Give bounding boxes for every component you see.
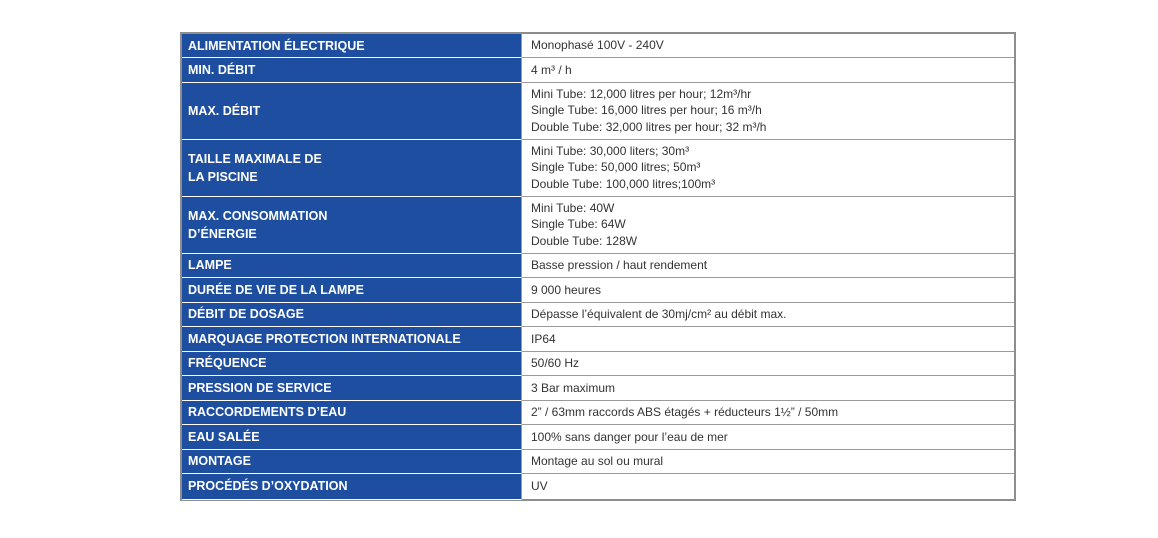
row-value [522, 83, 1014, 139]
row-label [182, 303, 522, 328]
row-value-line: Mini Tube: 30,000 liters; 30m³ [531, 143, 690, 158]
row-label-text: MAX. CONSOMMATION D’ÉNERGIE [188, 208, 328, 241]
table-row [182, 474, 1014, 499]
row-value [522, 197, 1014, 253]
row-label-text: FRÉQUENCE [188, 356, 267, 371]
row-label [182, 450, 522, 475]
row-value-line: Montage au sol ou mural [531, 454, 664, 468]
row-value [522, 401, 1014, 425]
table-row [182, 352, 1014, 377]
table-row [182, 401, 1014, 426]
row-value-line: UV [531, 479, 548, 493]
row-label-text: ALIMENTATION ÉLECTRIQUE [188, 38, 365, 53]
row-value-line: Double Tube: 32,000 litres per hour; 32 m³/h [531, 119, 767, 134]
row-label [182, 278, 522, 303]
row-value [522, 303, 1014, 327]
row-value-line: Basse pression / haut rendement [531, 258, 708, 272]
row-value-line: 4 m³ / h [531, 62, 572, 77]
table-row [182, 83, 1014, 140]
row-label [182, 58, 522, 83]
row-label-text: MIN. DÉBIT [188, 62, 256, 77]
row-label-text: LAMPE [188, 258, 232, 273]
table-row [182, 376, 1014, 401]
row-value-line: 100% sans danger pour l’eau de mer [531, 429, 728, 444]
row-label-text: EAU SALÉE [188, 429, 260, 444]
row-value-line: Dépasse l’équivalent de 30mj/cm² au débit max. [531, 307, 787, 321]
row-label-text: RACCORDEMENTS D’EAU [188, 405, 347, 420]
row-label [182, 140, 522, 197]
table-row [182, 197, 1014, 254]
row-value-line: 50/60 Hz [531, 356, 580, 370]
row-label-text: MARQUAGE PROTECTION INTERNATIONALE [188, 331, 461, 346]
row-value [522, 254, 1014, 278]
row-value-line: Monophasé 100V - 240V [531, 38, 664, 53]
row-label [182, 474, 522, 500]
row-value [522, 474, 1014, 499]
row-value [522, 140, 1014, 196]
table-row [182, 425, 1014, 450]
row-label-text: MONTAGE [188, 454, 251, 469]
row-label-text: PROCÉDÉS D’OXYDATION [188, 479, 348, 494]
row-value-line: IP64 [531, 331, 556, 346]
row-label-text: MAX. DÉBIT [188, 103, 261, 118]
table-row [182, 303, 1014, 328]
row-value [522, 34, 1014, 57]
row-label [182, 401, 522, 426]
table-row [182, 58, 1014, 83]
table-row [182, 327, 1014, 352]
row-label [182, 327, 522, 352]
row-value [522, 425, 1014, 449]
row-value [522, 450, 1014, 474]
row-label-text: DÉBIT DE DOSAGE [188, 307, 304, 322]
spec-table [180, 32, 1016, 501]
row-label [182, 197, 522, 254]
row-value [522, 376, 1014, 400]
row-value-line: Single Tube: 16,000 litres per hour; 16 m³/h [531, 103, 762, 118]
row-value [522, 352, 1014, 376]
row-label-text: TAILLE MAXIMALE DE LA PISCINE [188, 151, 322, 184]
row-label [182, 254, 522, 279]
row-label [182, 352, 522, 377]
row-label [182, 83, 522, 140]
row-value [522, 278, 1014, 302]
row-label-text: DURÉE DE VIE DE LA LAMPE [188, 282, 364, 297]
table-row [182, 450, 1014, 475]
row-value-line: 3 Bar maximum [531, 380, 616, 395]
row-value [522, 327, 1014, 351]
table-row [182, 254, 1014, 279]
row-value-line: 2” / 63mm raccords ABS étagés + réducteurs 1½” / 50mm [531, 405, 839, 419]
row-value-line: Single Tube: 50,000 litres; 50m³ [531, 160, 701, 175]
row-value-line: Single Tube: 64W [531, 217, 626, 232]
row-label [182, 425, 522, 450]
row-value [522, 58, 1014, 82]
row-label-text: PRESSION DE SERVICE [188, 380, 332, 395]
table-row [182, 34, 1014, 58]
row-label [182, 376, 522, 401]
table-row [182, 278, 1014, 303]
row-value-line: Mini Tube: 12,000 litres per hour; 12m³/hr [531, 86, 752, 101]
row-value-line: Double Tube: 128W [531, 233, 638, 248]
row-label [182, 34, 522, 58]
row-value-line: 9 000 heures [531, 282, 602, 297]
row-value-line: Double Tube: 100,000 litres;100m³ [531, 176, 716, 191]
table-row [182, 140, 1014, 197]
row-value-line: Mini Tube: 40W [531, 200, 615, 215]
